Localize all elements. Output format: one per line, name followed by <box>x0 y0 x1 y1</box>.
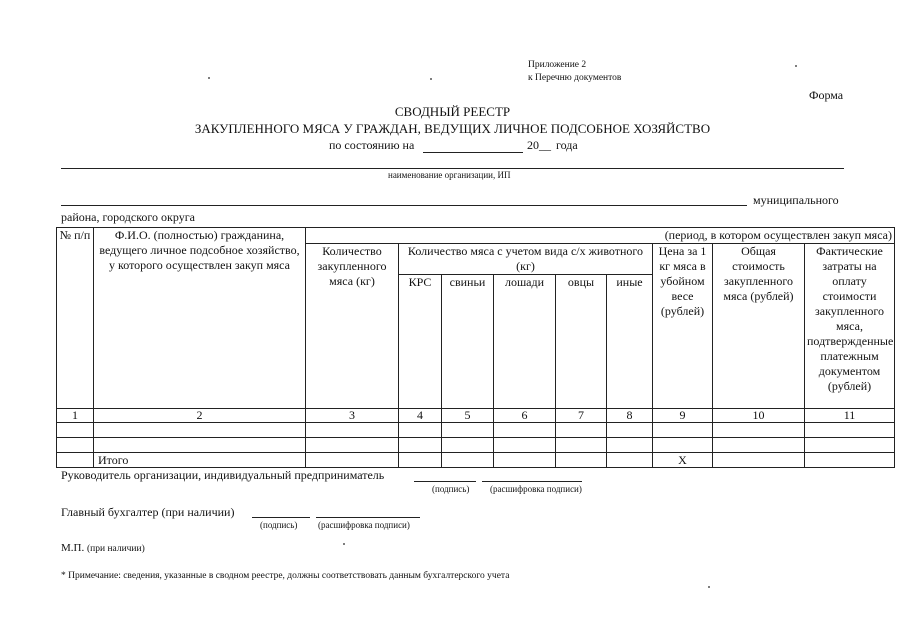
scan-speck <box>343 543 345 545</box>
column-number-row <box>57 409 895 423</box>
column-number: 3 <box>306 409 399 423</box>
total-label: Итого <box>94 453 306 468</box>
table-cell[interactable] <box>494 423 556 438</box>
head-sign-caption: (подпись) <box>432 484 470 494</box>
table-cell[interactable] <box>306 423 399 438</box>
total-cell[interactable] <box>494 453 556 468</box>
total-cell[interactable] <box>805 453 895 468</box>
total-cell <box>57 453 94 468</box>
accountant-signature-line[interactable] <box>252 517 310 518</box>
total-row <box>57 453 895 468</box>
accountant-decode-line[interactable] <box>316 517 420 518</box>
scan-speck <box>795 65 797 67</box>
table-cell[interactable] <box>94 423 306 438</box>
header-quantity-by-type: Количество мяса с учетом вида с/х животного (кг) <box>399 244 653 275</box>
head-decode-line[interactable] <box>482 481 582 482</box>
table-row[interactable] <box>57 423 895 438</box>
total-cell[interactable] <box>306 453 399 468</box>
stamp-label <box>61 542 145 554</box>
column-number: 10 <box>713 409 805 423</box>
table-cell[interactable] <box>399 423 442 438</box>
total-cell[interactable] <box>399 453 442 468</box>
organization-caption: наименование организации, ИП <box>388 170 511 180</box>
table-cell[interactable] <box>805 423 895 438</box>
column-number: 8 <box>607 409 653 423</box>
table-cell[interactable] <box>713 423 805 438</box>
table-cell[interactable] <box>57 438 94 453</box>
head-decode-caption: (расшифровка подписи) <box>490 484 582 494</box>
header-total-cost: Общая стоимость закупленного мяса (рублей) <box>713 244 805 409</box>
stamp-mark: М.П. <box>61 542 85 554</box>
total-cell[interactable] <box>442 453 494 468</box>
municipality-line[interactable] <box>61 205 747 206</box>
scan-speck <box>708 586 710 588</box>
column-number: 11 <box>805 409 895 423</box>
date-blank-line[interactable] <box>423 152 523 153</box>
total-cell[interactable] <box>713 453 805 468</box>
column-number: 6 <box>494 409 556 423</box>
header-sheep: овцы <box>556 275 607 409</box>
date-suffix: года <box>556 138 578 152</box>
table-cell[interactable] <box>556 423 607 438</box>
scan-speck <box>430 78 432 80</box>
column-number: 4 <box>399 409 442 423</box>
table-row[interactable] <box>57 438 895 453</box>
form-label: Форма <box>809 88 844 102</box>
head-label: Руководитель организации, индивидуальный предприниматель <box>61 468 385 482</box>
column-number: 7 <box>556 409 607 423</box>
column-number: 9 <box>653 409 713 423</box>
table-cell[interactable] <box>442 423 494 438</box>
accountant-label: Главный бухгалтер (при наличии) <box>61 505 235 519</box>
header-number: № п/п <box>57 228 94 409</box>
document-title: СВОДНЫЙ РЕЕСТР <box>394 104 511 119</box>
register-table <box>56 227 895 468</box>
appendix-line-2: к Перечню документов <box>528 73 622 83</box>
column-number: 2 <box>94 409 306 423</box>
table-cell[interactable] <box>556 438 607 453</box>
head-signature-line[interactable] <box>414 481 476 482</box>
total-price-mark: Х <box>653 453 713 468</box>
header-pigs: свиньи <box>442 275 494 409</box>
total-cell[interactable] <box>556 453 607 468</box>
appendix-line-1: Приложение 2 <box>528 60 587 70</box>
header-price: Цена за 1 кг мяса в убойном весе (рублей) <box>653 244 713 409</box>
table-cell[interactable] <box>399 438 442 453</box>
table-cell[interactable] <box>653 438 713 453</box>
header-period: (период, в котором осуществлен закуп мяса) <box>306 228 895 244</box>
footnote: * Примечание: сведения, указанные в сводном реестре, должны соответствовать данным бухгалтерского учета <box>61 571 510 581</box>
header-actual-costs: Фактические затраты на оплату стоимости закупленного мяса, подтвержденные платежным документом (рублей) <box>805 244 895 409</box>
header-other: иные <box>607 275 653 409</box>
table-cell[interactable] <box>607 423 653 438</box>
municipal-label: муниципального <box>753 193 839 207</box>
header-quantity: Количество закупленного мяса (кг) <box>306 244 399 409</box>
document-subtitle: ЗАКУПЛЕННОГО МЯСА У ГРАЖДАН, ВЕДУЩИХ ЛИЧНОЕ ПОДСОБНОЕ ХОЗЯЙСТВО <box>194 121 711 136</box>
header-fio: Ф.И.О. (полностью) гражданина, ведущего личное подсобное хозяйство, у которого осуществлен закуп мяса <box>94 228 306 409</box>
table-cell[interactable] <box>306 438 399 453</box>
column-number: 1 <box>57 409 94 423</box>
table-cell[interactable] <box>57 423 94 438</box>
table-cell[interactable] <box>653 423 713 438</box>
scan-speck <box>208 77 210 79</box>
header-horses: лошади <box>494 275 556 409</box>
table-cell[interactable] <box>442 438 494 453</box>
accountant-decode-caption: (расшифровка подписи) <box>318 520 410 530</box>
total-cell[interactable] <box>607 453 653 468</box>
column-number: 5 <box>442 409 494 423</box>
date-prefix: по состоянию на <box>329 138 415 152</box>
district-label: района, городского округа <box>61 210 195 224</box>
date-year: 20__ <box>527 138 551 152</box>
table-cell[interactable] <box>494 438 556 453</box>
header-krs: КРС <box>399 275 442 409</box>
table-cell[interactable] <box>94 438 306 453</box>
stamp-note: (при наличии) <box>86 544 145 554</box>
table-cell[interactable] <box>607 438 653 453</box>
accountant-sign-caption: (подпись) <box>260 520 298 530</box>
table-cell[interactable] <box>805 438 895 453</box>
organization-line[interactable] <box>61 168 844 169</box>
table-cell[interactable] <box>713 438 805 453</box>
